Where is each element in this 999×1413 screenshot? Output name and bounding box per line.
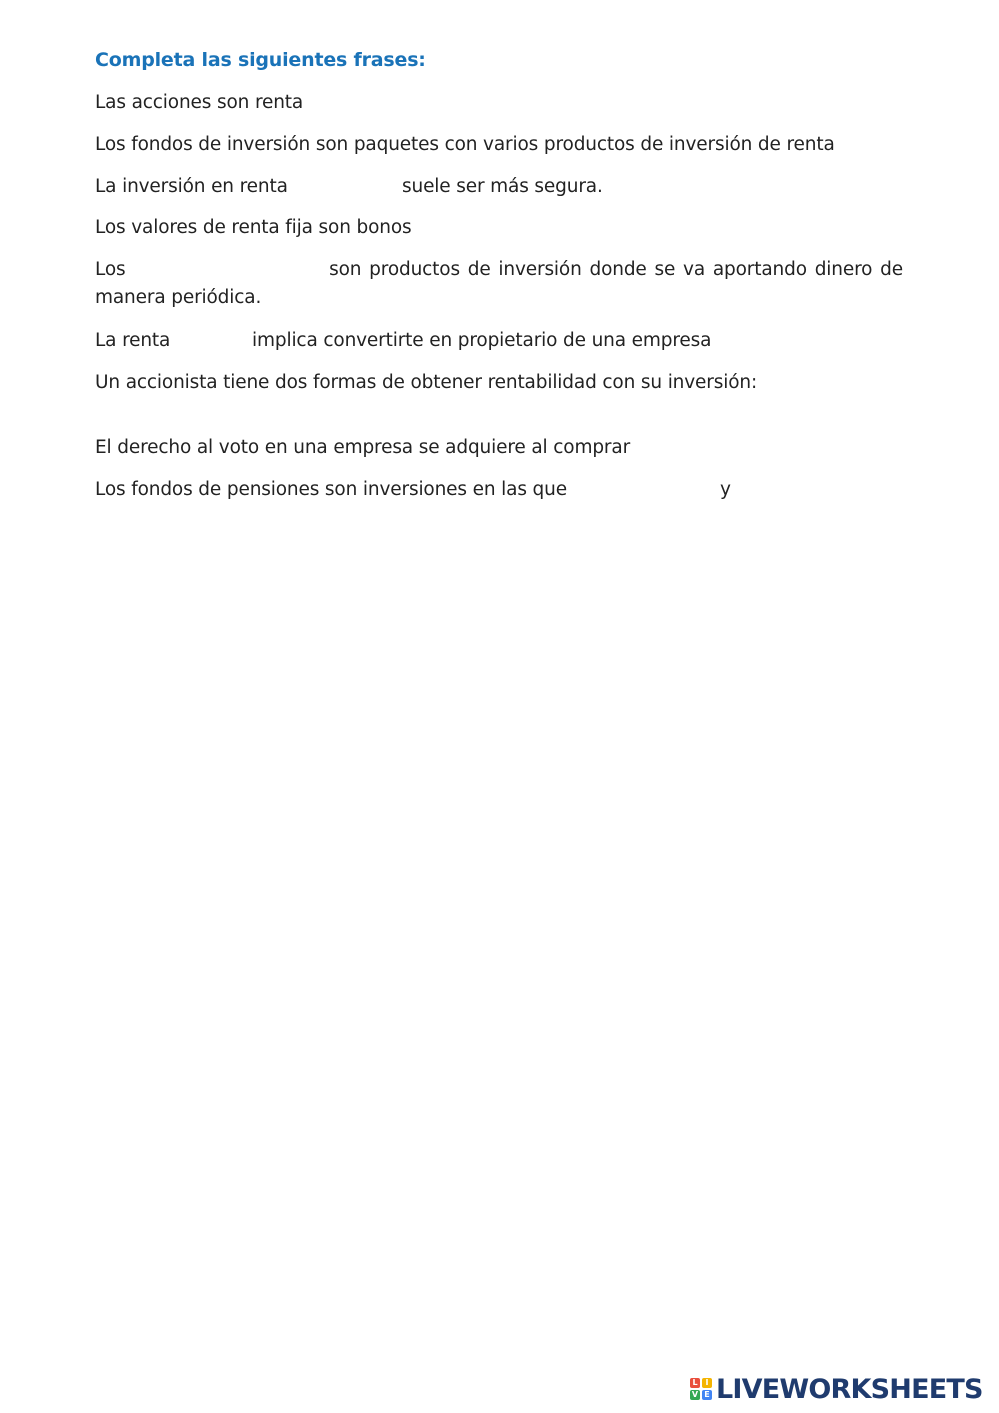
sentence-5-word: de xyxy=(880,259,903,280)
logo-mark-icon xyxy=(690,1378,712,1400)
sentence-5-word: donde xyxy=(589,259,647,280)
sentence-5-word: de xyxy=(467,259,491,280)
sentence-5-word: Los xyxy=(95,259,126,280)
sentence-3-start: La inversión en renta xyxy=(95,176,288,197)
sentence-5-line-2: manera periódica. xyxy=(95,287,262,308)
sentence-5-word: son xyxy=(329,259,362,280)
sentence-5-word: se xyxy=(654,259,676,280)
liveworksheets-logo xyxy=(690,1373,983,1405)
sentence-3-end: suele ser más segura. xyxy=(402,176,603,197)
logo-letter: I xyxy=(702,1378,712,1388)
sentence-5-word: dinero xyxy=(814,259,873,280)
sentence-7: Un accionista tiene dos formas de obtener rentabilidad con su inversión: xyxy=(95,372,758,393)
sentence-3 xyxy=(95,173,615,201)
sentence-6 xyxy=(95,327,715,355)
sentence-5-word: aportando xyxy=(712,259,807,280)
sentence-5-word: inversión xyxy=(498,259,582,280)
logo-letter: V xyxy=(691,1390,699,1399)
logo-text: LIVEWORKSHEETS xyxy=(716,1373,983,1405)
sentence-9-end: y xyxy=(720,479,731,500)
blank-gap xyxy=(133,256,321,284)
worksheet-title: Completa las siguientes frases: xyxy=(95,49,426,71)
sentence-6-end: implica convertirte en propietario de una empresa xyxy=(252,330,712,351)
sentence-4: Los valores de renta fija son bonos xyxy=(95,217,412,238)
sentence-1: Las acciones son renta xyxy=(95,92,304,113)
sentence-2: Los fondos de inversión son paquetes con varios productos de inversión de renta xyxy=(95,134,835,155)
sentence-9 xyxy=(95,476,745,504)
sentence-9-start: Los fondos de pensiones son inversiones en las que xyxy=(95,479,567,500)
logo-letter: E xyxy=(702,1390,712,1400)
sentence-5 xyxy=(95,256,903,312)
sentence-5-word: productos xyxy=(369,259,460,280)
sentence-5-word: va xyxy=(683,259,706,280)
sentence-6-start: La renta xyxy=(95,330,171,351)
sentence-8: El derecho al voto en una empresa se adquiere al comprar xyxy=(95,437,631,458)
sentence-5-line-1 xyxy=(95,256,903,284)
logo-letter: L xyxy=(690,1378,700,1388)
